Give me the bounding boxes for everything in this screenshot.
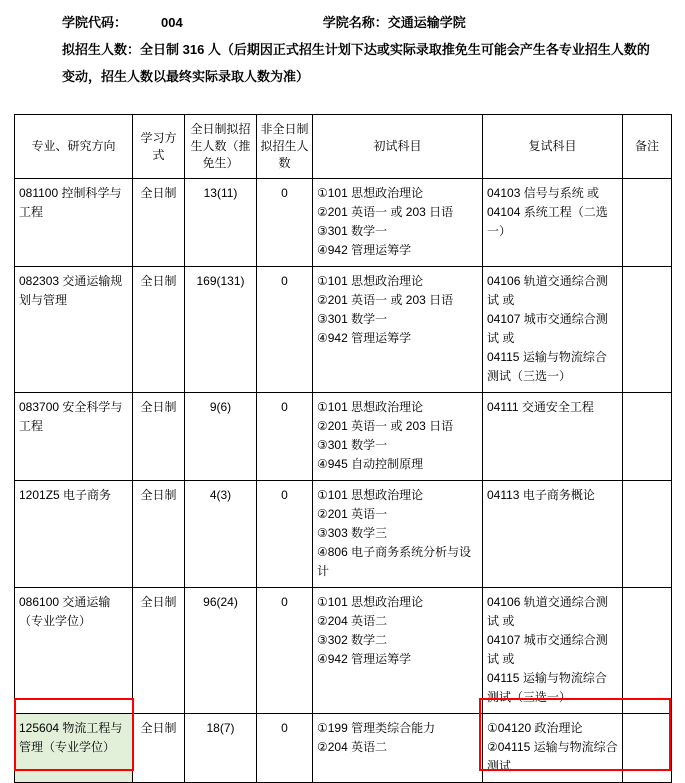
- subject-line: ③301 数学一: [317, 438, 388, 452]
- cell-second-exam: [483, 179, 623, 267]
- cell-fulltime-quota: 9(6): [185, 393, 257, 481]
- col-major: 专业、研究方向: [15, 115, 133, 179]
- cell-second-exam: [483, 714, 623, 783]
- cell-fulltime-quota: 169(131): [185, 267, 257, 393]
- table-row: [15, 179, 672, 267]
- cell-major: 1201Z5 电子商务: [15, 481, 133, 588]
- cell-second-exam: [483, 393, 623, 481]
- subject-line: ②201 英语一: [317, 507, 388, 521]
- subject-line: 04106 轨道交通综合测试 或: [487, 595, 608, 628]
- subject-line: ④806 电子商务系统分析与设计: [317, 545, 472, 578]
- cell-fulltime-quota: 96(24): [185, 588, 257, 714]
- cell-note: [623, 393, 672, 481]
- cell-note: [623, 481, 672, 588]
- subject-line: ①101 思想政治理论: [317, 186, 424, 200]
- cell-fulltime-quota: 13(11): [185, 179, 257, 267]
- cell-study-mode: 全日制: [133, 179, 185, 267]
- subject-line: ②201 英语一 或 203 日语: [317, 205, 454, 219]
- header-block: [14, 10, 671, 90]
- subject-line: 04106 轨道交通综合测试 或: [487, 274, 608, 307]
- subject-line: ②204 英语二: [317, 740, 388, 754]
- cell-parttime-quota: 0: [257, 267, 313, 393]
- col-parttime-quota: 非全日制拟招生人数: [257, 115, 313, 179]
- table-row: [15, 714, 672, 783]
- majors-table: [14, 114, 672, 783]
- cell-parttime-quota: 0: [257, 393, 313, 481]
- subject-line: ④942 管理运筹学: [317, 652, 412, 666]
- subject-line: ③301 数学一: [317, 312, 388, 326]
- subject-line: ①199 管理类综合能力: [317, 721, 436, 735]
- cell-parttime-quota: 0: [257, 588, 313, 714]
- subject-line: 04115 运输与物流综合测试（三选一）: [487, 671, 607, 704]
- cell-first-exam: [313, 393, 483, 481]
- cell-major: 082303 交通运输规划与管理: [15, 267, 133, 393]
- table-row: [15, 588, 672, 714]
- table-row: [15, 267, 672, 393]
- subject-line: ③302 数学二: [317, 633, 388, 647]
- subject-line: ②204 英语二: [317, 614, 388, 628]
- cell-study-mode: 全日制: [133, 481, 185, 588]
- cell-parttime-quota: 0: [257, 481, 313, 588]
- cell-parttime-quota: 0: [257, 714, 313, 783]
- subject-line: ④942 管理运筹学: [317, 331, 412, 345]
- subject-line: 04107 城市交通综合测试 或: [487, 312, 608, 345]
- table-body: [15, 179, 672, 783]
- subject-line: ①101 思想政治理论: [317, 595, 424, 609]
- cell-study-mode: 全日制: [133, 393, 185, 481]
- subject-line: 04103 信号与系统 或: [487, 186, 600, 200]
- cell-major: 081100 控制科学与工程: [15, 179, 133, 267]
- college-code-value: 004: [161, 15, 183, 30]
- cell-major-highlighted: 125604 物流工程与管理（专业学位）: [15, 714, 133, 783]
- cell-second-exam: [483, 481, 623, 588]
- cell-parttime-quota: 0: [257, 179, 313, 267]
- cell-first-exam: [313, 481, 483, 588]
- cell-second-exam: [483, 588, 623, 714]
- cell-note: [623, 179, 672, 267]
- cell-first-exam: [313, 267, 483, 393]
- table-row: [15, 481, 672, 588]
- cell-major: 083700 安全科学与工程: [15, 393, 133, 481]
- subject-line: ①101 思想政治理论: [317, 488, 424, 502]
- cell-fulltime-quota: 4(3): [185, 481, 257, 588]
- college-name-label: 学院名称：: [322, 15, 388, 30]
- cell-first-exam: [313, 714, 483, 783]
- cell-major: 086100 交通运输（专业学位）: [15, 588, 133, 714]
- subject-line: 04111 交通安全工程: [487, 400, 594, 414]
- subject-line: ②04115 运输与物流综合测试: [487, 740, 618, 773]
- col-first-exam: 初试科目: [313, 115, 483, 179]
- subject-line: ④945 自动控制原理: [317, 457, 424, 471]
- subject-line: 04104 系统工程（二选一）: [487, 205, 608, 238]
- col-second-exam: 复试科目: [483, 115, 623, 179]
- header-line-codes: [14, 10, 671, 36]
- cell-note: [623, 714, 672, 783]
- cell-first-exam: [313, 588, 483, 714]
- cell-note: [623, 588, 672, 714]
- subject-line: ②201 英语一 或 203 日语: [317, 419, 454, 433]
- cell-note: [623, 267, 672, 393]
- cell-study-mode: 全日制: [133, 588, 185, 714]
- subject-line: ③303 数学三: [317, 526, 388, 540]
- cell-second-exam: [483, 267, 623, 393]
- cell-first-exam: [313, 179, 483, 267]
- college-code-label: 学院代码：: [62, 15, 128, 30]
- col-fulltime-quota: 全日制拟招生人数（推免生）: [185, 115, 257, 179]
- subject-line: ④942 管理运筹学: [317, 243, 412, 257]
- subject-line: 04107 城市交通综合测试 或: [487, 633, 608, 666]
- college-name-value: 交通运输学院: [387, 15, 466, 30]
- enrollment-plan-text: 拟招生人数：全日制 316 人（后期因正式招生计划下达或实际录取推免生可能会产生各专业招生人数的变动，招生人数以最终实际录取人数为准）: [62, 42, 650, 84]
- subject-line: ①04120 政治理论: [487, 721, 583, 735]
- table-header-row: [15, 115, 672, 179]
- table-row: [15, 393, 672, 481]
- col-note: 备注: [623, 115, 672, 179]
- subject-line: ①101 思想政治理论: [317, 400, 424, 414]
- subject-line: ③301 数学一: [317, 224, 388, 238]
- subject-line: 04113 电子商务概论: [487, 488, 595, 502]
- col-study-mode: 学习方式: [133, 115, 185, 179]
- cell-study-mode: 全日制: [133, 714, 185, 783]
- subject-line: ①101 思想政治理论: [317, 274, 424, 288]
- subject-line: 04115 运输与物流综合测试（三选一）: [487, 350, 607, 383]
- cell-study-mode: 全日制: [133, 267, 185, 393]
- cell-fulltime-quota: 18(7): [185, 714, 257, 783]
- subject-line: ②201 英语一 或 203 日语: [317, 293, 454, 307]
